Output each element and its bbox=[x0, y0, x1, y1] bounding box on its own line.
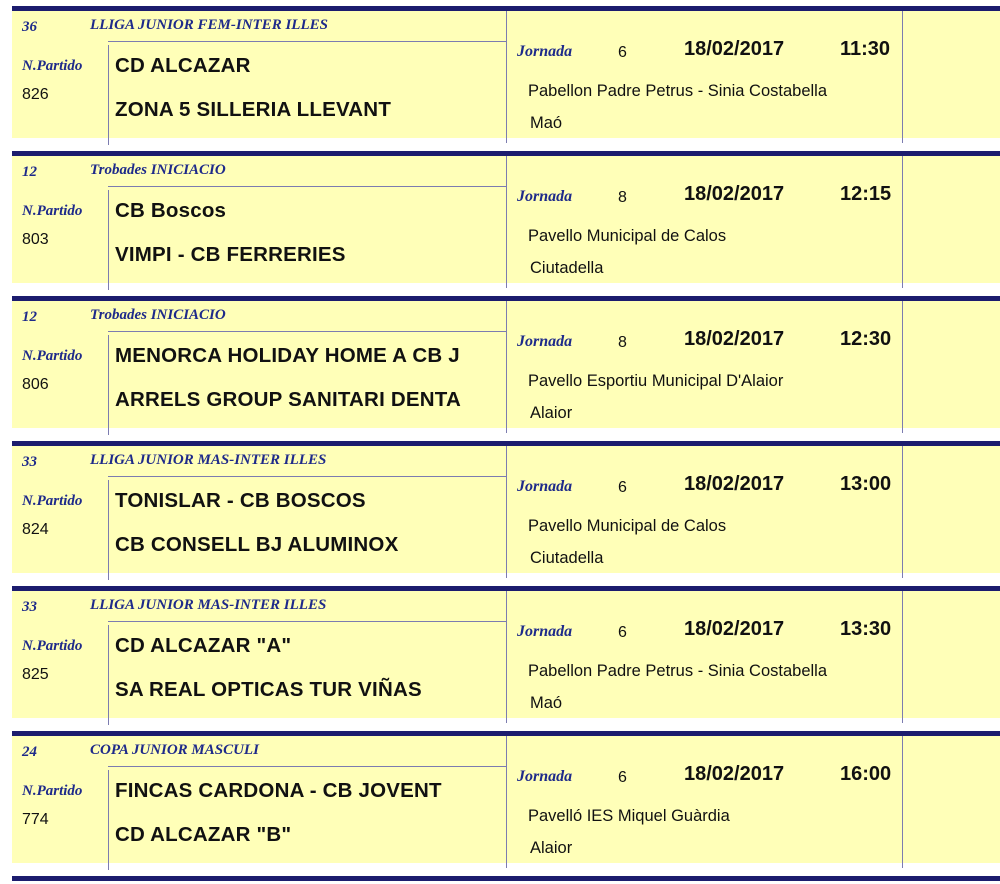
bottom-divider bbox=[12, 876, 1000, 881]
match-time: 13:30 bbox=[840, 618, 892, 640]
away-team: SA REAL OPTICAS TUR VIÑAS bbox=[115, 678, 422, 701]
venue: Pavello Municipal de Calos bbox=[528, 517, 727, 535]
match-date: 18/02/2017 bbox=[684, 38, 785, 60]
divider bbox=[902, 11, 903, 143]
category-name: Trobades INICIACIO bbox=[90, 307, 226, 323]
divider bbox=[902, 736, 903, 868]
venue: Pabellon Padre Petrus - Sinia Costabella bbox=[528, 662, 828, 680]
city: Ciutadella bbox=[530, 549, 604, 567]
home-team: TONISLAR - CB BOSCOS bbox=[115, 489, 366, 512]
match-time: 16:00 bbox=[840, 763, 892, 785]
divider bbox=[108, 625, 109, 725]
jornada-number: 6 bbox=[618, 44, 627, 61]
jornada-label: Jornada bbox=[517, 478, 573, 495]
divider bbox=[108, 621, 506, 622]
divider bbox=[506, 446, 507, 578]
divider bbox=[506, 736, 507, 868]
match-number-label: N.Partido bbox=[22, 783, 83, 799]
jornada-label: Jornada bbox=[517, 623, 573, 640]
divider bbox=[902, 301, 903, 433]
match-number-label: N.Partido bbox=[22, 493, 83, 509]
home-team: CD ALCAZAR "A" bbox=[115, 634, 292, 657]
category-number: 12 bbox=[22, 309, 37, 325]
jornada-label: Jornada bbox=[517, 188, 573, 205]
divider bbox=[108, 186, 506, 187]
match-number: 806 bbox=[22, 376, 49, 393]
divider bbox=[506, 11, 507, 143]
match-number: 774 bbox=[22, 811, 49, 828]
divider bbox=[108, 45, 109, 145]
away-team: VIMPI - CB FERRERIES bbox=[115, 243, 346, 266]
match-date: 18/02/2017 bbox=[684, 618, 785, 640]
category-number: 33 bbox=[22, 454, 37, 470]
city: Alaior bbox=[530, 404, 573, 422]
jornada-number: 8 bbox=[618, 334, 627, 351]
away-team: CD ALCAZAR "B" bbox=[115, 823, 292, 846]
category-name: Trobades INICIACIO bbox=[90, 162, 226, 178]
match-date: 18/02/2017 bbox=[684, 473, 785, 495]
category-name: LLIGA JUNIOR FEM-INTER ILLES bbox=[90, 17, 328, 33]
match-row bbox=[12, 296, 1000, 428]
jornada-number: 6 bbox=[618, 624, 627, 641]
away-team: ZONA 5 SILLERIA LLEVANT bbox=[115, 98, 392, 121]
divider bbox=[108, 331, 506, 332]
divider bbox=[506, 301, 507, 433]
venue: Pavello Municipal de Calos bbox=[528, 227, 727, 245]
match-number: 803 bbox=[22, 231, 49, 248]
category-number: 33 bbox=[22, 599, 37, 615]
match-row bbox=[12, 151, 1000, 283]
match-time: 13:00 bbox=[840, 473, 892, 495]
match-number: 825 bbox=[22, 666, 49, 683]
divider bbox=[902, 591, 903, 723]
divider bbox=[108, 476, 506, 477]
match-row bbox=[12, 441, 1000, 573]
match-row bbox=[12, 731, 1000, 863]
jornada-number: 8 bbox=[618, 189, 627, 206]
city: Ciutadella bbox=[530, 259, 604, 277]
city: Alaior bbox=[530, 839, 573, 857]
divider bbox=[108, 480, 109, 580]
home-team: CB Boscos bbox=[115, 199, 227, 222]
match-time: 12:30 bbox=[840, 328, 892, 350]
divider bbox=[108, 766, 506, 767]
match-date: 18/02/2017 bbox=[684, 763, 785, 785]
jornada-number: 6 bbox=[618, 769, 627, 786]
divider bbox=[108, 335, 109, 435]
match-number: 824 bbox=[22, 521, 49, 538]
match-row bbox=[12, 586, 1000, 718]
jornada-number: 6 bbox=[618, 479, 627, 496]
venue: Pabellon Padre Petrus - Sinia Costabella bbox=[528, 82, 828, 100]
jornada-label: Jornada bbox=[517, 768, 573, 785]
category-name: LLIGA JUNIOR MAS-INTER ILLES bbox=[90, 597, 327, 613]
divider bbox=[506, 156, 507, 288]
away-team: ARRELS GROUP SANITARI DENTA bbox=[115, 388, 461, 411]
venue: Pavello Esportiu Municipal D'Alaior bbox=[528, 372, 784, 390]
match-row bbox=[12, 6, 1000, 138]
category-name: COPA JUNIOR MASCULI bbox=[90, 742, 259, 758]
category-name: LLIGA JUNIOR MAS-INTER ILLES bbox=[90, 452, 327, 468]
jornada-label: Jornada bbox=[517, 43, 573, 60]
match-number-label: N.Partido bbox=[22, 638, 83, 654]
city: Maó bbox=[530, 694, 563, 712]
home-team: CD ALCAZAR bbox=[115, 54, 251, 77]
jornada-label: Jornada bbox=[517, 333, 573, 350]
match-time: 11:30 bbox=[840, 38, 891, 60]
divider bbox=[902, 156, 903, 288]
divider bbox=[506, 591, 507, 723]
city: Maó bbox=[530, 114, 563, 132]
away-team: CB CONSELL BJ ALUMINOX bbox=[115, 533, 399, 556]
match-date: 18/02/2017 bbox=[684, 328, 785, 350]
match-date: 18/02/2017 bbox=[684, 183, 785, 205]
divider bbox=[108, 41, 506, 42]
divider bbox=[108, 770, 109, 870]
match-number-label: N.Partido bbox=[22, 348, 83, 364]
home-team: FINCAS CARDONA - CB JOVENT bbox=[115, 779, 442, 802]
category-number: 12 bbox=[22, 164, 37, 180]
home-team: MENORCA HOLIDAY HOME A CB J bbox=[115, 344, 460, 367]
divider bbox=[108, 190, 109, 290]
match-time: 12:15 bbox=[840, 183, 892, 205]
category-number: 36 bbox=[22, 19, 37, 35]
match-number-label: N.Partido bbox=[22, 58, 83, 74]
category-number: 24 bbox=[22, 744, 37, 760]
venue: Pavelló IES Miquel Guàrdia bbox=[528, 807, 730, 825]
match-number: 826 bbox=[22, 86, 49, 103]
match-number-label: N.Partido bbox=[22, 203, 83, 219]
divider bbox=[902, 446, 903, 578]
